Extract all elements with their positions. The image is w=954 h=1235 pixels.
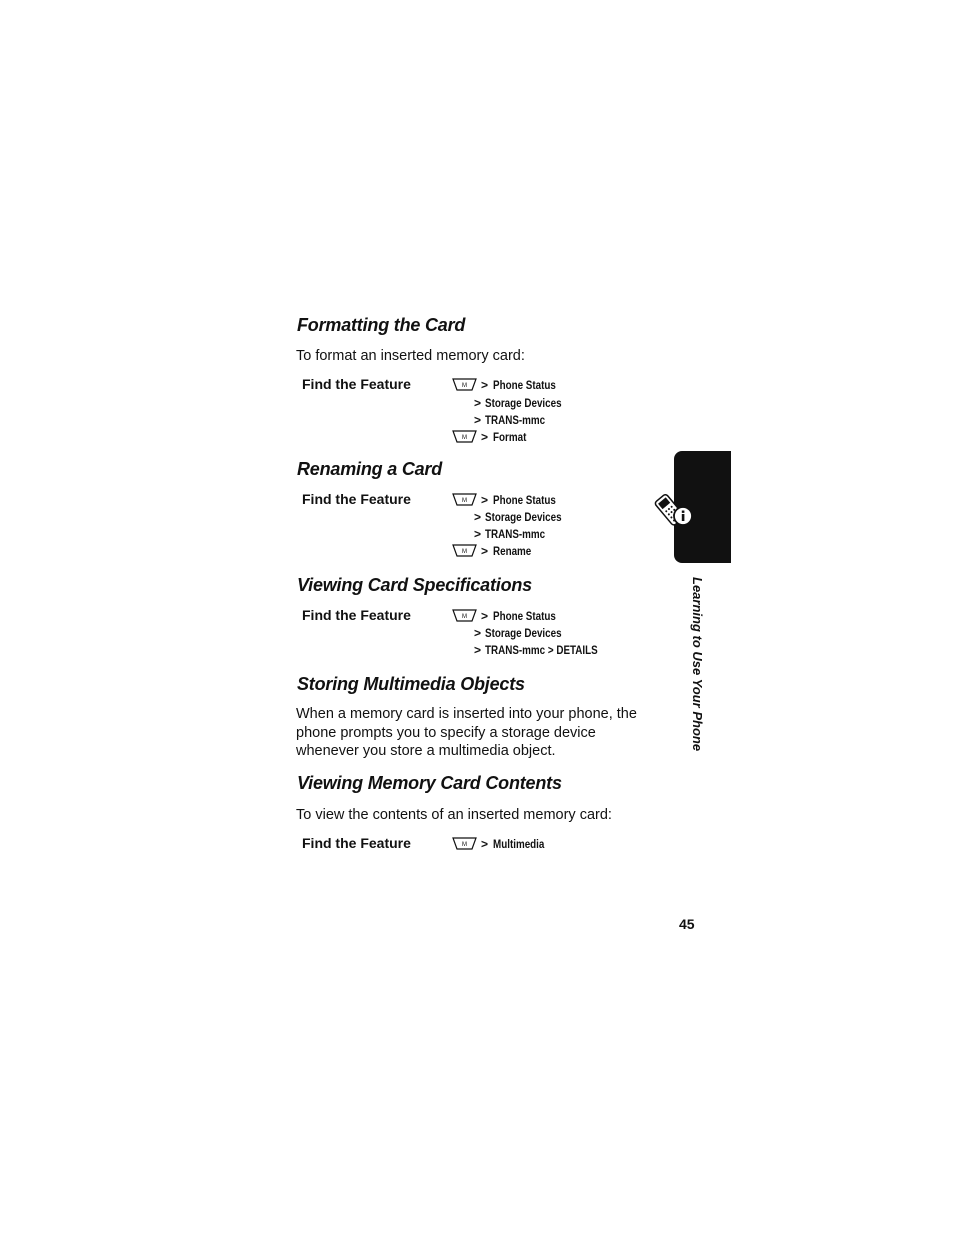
svg-text:M: M	[462, 435, 467, 441]
find-feature-label: Find the Feature	[302, 376, 411, 392]
menu-key-icon	[452, 493, 477, 506]
chapter-side-label: Learning to Use Your Phone	[690, 577, 705, 752]
menu-path-line: > Storage Devices	[473, 509, 562, 524]
menu-key-icon	[452, 378, 477, 391]
heading-formatting-card: Formatting the Card	[297, 315, 466, 335]
menu-path-line: M > Multimedia	[452, 835, 556, 852]
menu-path-line: > Storage Devices	[473, 625, 562, 640]
svg-text:M: M	[462, 842, 467, 848]
svg-text:M: M	[462, 549, 467, 555]
phone-info-icon	[651, 486, 697, 528]
body-storing-multimedia: When a memory card is inserted into your phone, the phone prompts you to specify a storage device whenever you store a multimedia object.	[296, 706, 637, 759]
menu-key-icon	[452, 609, 477, 622]
menu-key-icon	[452, 544, 477, 557]
menu-path-line: M > Phone Status	[452, 376, 570, 393]
menu-path-line: > TRANS-mmc	[473, 412, 546, 427]
menu-path-line: > TRANS-mmc > DETAILS	[473, 642, 598, 657]
svg-text:M: M	[462, 498, 467, 504]
menu-path-line: > Storage Devices	[473, 395, 562, 410]
find-feature-label: Find the Feature	[302, 607, 411, 623]
menu-path-line: M > Rename	[452, 542, 540, 559]
svg-text:M: M	[462, 614, 467, 620]
menu-key-icon	[452, 837, 477, 850]
svg-text:M: M	[462, 383, 467, 389]
intro-viewing-contents: To view the contents of an inserted memory card:	[296, 807, 612, 823]
menu-path-line: M > Phone Status	[452, 607, 570, 624]
heading-renaming-card: Renaming a Card	[297, 459, 443, 479]
heading-storing-multimedia: Storing Multimedia Objects	[297, 674, 525, 694]
menu-path-line: > TRANS-mmc	[473, 526, 546, 541]
heading-viewing-specs: Viewing Card Specifications	[297, 575, 532, 595]
menu-path-line: M > Format	[452, 428, 534, 445]
find-feature-label: Find the Feature	[302, 491, 411, 507]
menu-key-icon	[452, 430, 477, 443]
find-feature-label: Find the Feature	[302, 835, 411, 851]
page-number: 45	[679, 916, 695, 932]
menu-path-line: M > Phone Status	[452, 491, 570, 508]
heading-viewing-contents: Viewing Memory Card Contents	[297, 773, 562, 793]
intro-formatting-card: To format an inserted memory card:	[296, 348, 525, 364]
